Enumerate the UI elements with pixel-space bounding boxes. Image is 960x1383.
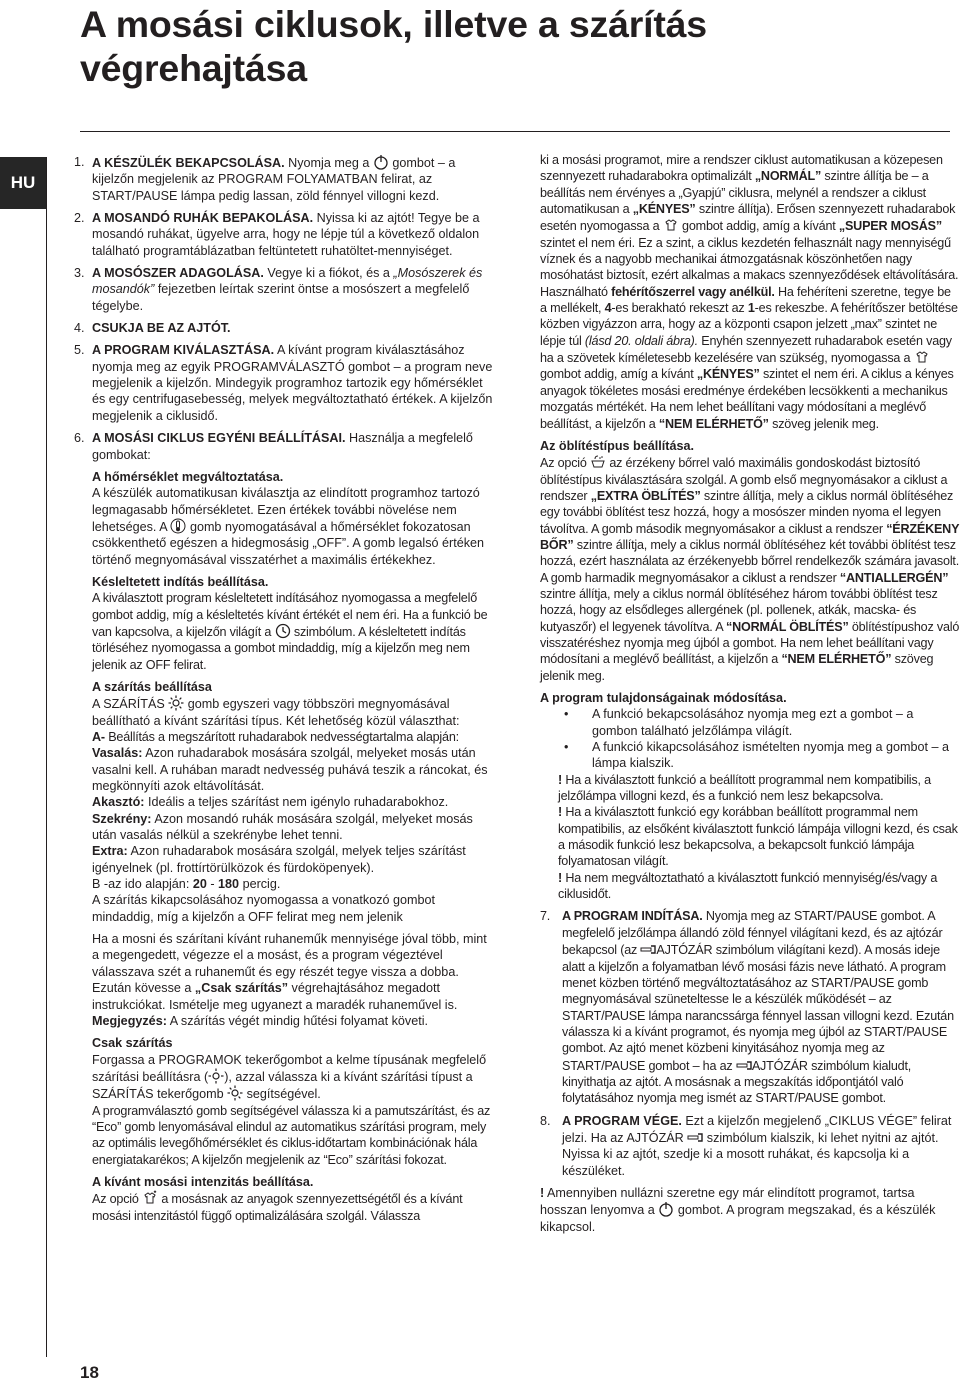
- warning-1: ! Ha a kiválasztott funkció a beállított programmal nem kompatibilis, a jelzőlámpa villogni kezd, és a funkció nem lesz bekapcsolva.: [558, 772, 931, 804]
- door-lock-icon: [736, 1057, 752, 1073]
- drying-sun-icon: [208, 1068, 224, 1084]
- right-column: [540, 152, 960, 1235]
- thermometer-icon: [170, 518, 186, 534]
- modify-heading: A program tulajdonságainak módosítása.: [540, 691, 787, 705]
- step-2: 2. A MOSANDÓ RUHÁK BEPAKOLÁSA. Nyissa ki az ajtót! Tegye be a mosandó ruhákat, ügyelve arra, hogy ne lépje túl a következő oldalon található programtáblázatban feltüntetett ruhatöltet-mennyiséget.: [74, 211, 480, 258]
- drying-sun-icon: [168, 695, 184, 711]
- dry-only-heading: Csak szárítás: [92, 1036, 173, 1051]
- margin-rule: [46, 157, 47, 1357]
- page-number: 18: [80, 1363, 99, 1382]
- door-lock-icon: [687, 1129, 703, 1145]
- step-1: 1. A KÉSZÜLÉK BEKAPCSOLÁSA. Nyomja meg a gombot – a kijelzőn megjelenik az PROGRAM FOLYAMATBAN felirat, az START/PAUSE lámpa pedig lassan, zöld fénnyel villogni kezd.: [74, 155, 456, 203]
- intensity-shirt-icon: [142, 1190, 158, 1206]
- left-column: [74, 154, 494, 1224]
- step-7: 7. A PROGRAM INDÍTÁSA. Nyomja meg az START/PAUSE gombot. A megfelelő jelzőlámpa állandó zöld fénnyel világítani kezd, és az ajtózár bekapcsol (az AJTÓZÁR szimbólum világítani kezd). A mosás ideje alatt a kijelzőn a folyamatban lévő mosási fázis neve látható. A program menet közben történő megváltoztatásához az START/PAUSE gomb megnyomásával szüneteltesse le a készülék működését – az START/PAUSE lámpa narancssárga fénnyel lassan villogni kezd. Ezután válassza ki a kívánt programot, és nyomja meg újból az START/PAUSE gombot. Az ajtó menet közbeni kinyitásához nyomja meg az START/PAUSE gombot – ha az AJTÓZÁR szimbólum kialudt, kinyithatja az ajtót. A mosásnak a megszakítás időpontjától való folytatásához nyomja meg ismét az START/PAUSE gombot.: [540, 909, 954, 1106]
- delay-heading: Késleltetett indítás beállítása.: [92, 574, 269, 589]
- title-divider: [80, 131, 950, 132]
- drying-ironing: Vasalás: Azon ruhadarabok mosására szolgál, melyeket mosás után vasalni kell. A ruhában maradt nedvesség puhává teszik a ráncokat, és megkönnyíti azok eltávolítását.: [92, 746, 488, 794]
- drying-off: A szárítás kikapcsolásához nyomogassa a vonatkozó gombot mindaddig, míg a kijelzőn a OFF felirat meg nem jelenik: [92, 893, 436, 924]
- door-lock-icon: [640, 941, 656, 957]
- drying-sun-icon: [227, 1085, 243, 1101]
- step-5: 5. A PROGRAM KIVÁLASZTÁSA. A kívánt program kiválasztásához nyomja meg az egyik PROGRAMVÁLASZTÓ gombot – a program neve megjelenik a kijelzőn. Mindegyik programhoz tartozik egy hőmérséklet és egy centrifugasebesség, melyek megváltoztatható értékek. A kijelzőn megjelenik a ciklusidő.: [74, 343, 493, 423]
- intensity-shirt-icon: [663, 217, 679, 233]
- drying-note: Megjegyzés: A szárítás végét mindig hűtési folyamat követi.: [92, 1013, 428, 1028]
- power-icon: [373, 154, 389, 170]
- page-title: A mosási ciklusok, illetve a szárítás végrehajtása: [80, 3, 707, 89]
- delay-text: A kiválasztott program késleltetett indításához nyomogassa a megfelelő gombot addig, míg a késleltetés kívánt értékét el nem éri. Ha a funkció be van kapcsolva, a kijelzőn világít a szimbólum. A késleltetett indítás törléséhez nyomogassa a gombot mindaddig, míg a kijelzőn meg nem jelenik az OFF felirat.: [92, 591, 488, 672]
- warning-icon: !: [558, 772, 562, 787]
- intensity-continued: ki a mosási programot, mire a rendszer ciklust automatikusan a közepesen szennyezett ruhadarabokra optimalizált „NORMÁL” szintre állítja be – a beállítás nem érvényes a „Gyapjú” ciklusra, melynél a rendszer a ciklust automatikusan a „KÉNYES” szintre állítja). Erősen szennyezett ruhadarabok esetén nyomogassa a gombot addig, amíg a kívánt „SUPER MOSÁS” szintet el nem éri. Ez a szint, a ciklus kezdetén felhasznált nagy mennyiségű víznek és a nagyobb mechanikai átmozgatásnak köszönhetően nagy mosóhatást biztosít, ezért alkalmas a makacs szennyeződések eltávolítására. Használható fehérítőszerrel vagy anélkül. Ha fehéríteni szeretne, tegye be a mellékelt, 4-es berakható rekeszt az 1-es rekeszbe. A fehérítőszer betöltése közben vigyázzon arra, hogy az a központi csapon jelzett „max” szintet ne lépje túl (lásd 20. oldali ábra). Enyhén szennyezett ruhadarabok esetén vagy ha a szövetek kíméletesebb kezelésére van szükség, nyomogassa a gombot addig, amíg a kívánt „KÉNYES” szintet el nem éri. A ciklus a kényes anyagok tökéletes mosási eredménye érdekében lecsökkenti a mechanikus mozgatás mértékét. Ha nem lehet beállítani vagy módosítani a meglévő beállítást, a kijelzőn a “NEM ELÉRHETŐ” szöveg jelenik meg.: [540, 153, 959, 431]
- warning-2: ! Ha a kiválasztott funkció egy korábban beállított programmal nem kompatibilis, az elsőként kiválasztott funkció lámpája villogni kezd, és csak a második funkció lesz bekapcsolva, a bekapcsolt funkció lámpája folyamatosan világít.: [558, 805, 958, 869]
- warning-icon: !: [558, 805, 562, 820]
- dry-only-text: Forgassa a PROGRAMOK tekerőgombot a kelme típusának megfelelő szárítási beállításra ( ), azzal válassza ki a kívánt szárítási típust a SZÁRÍTÁS tekerőgomb segítségével.: [92, 1052, 487, 1102]
- warning-3: ! Ha nem megváltoztatható a kiválasztott funkció mennyiség/és/vagy a ciklusidőt.: [558, 870, 938, 902]
- drying-text: A SZÁRÍTÁS gomb egyszeri vagy többszöri megnyomásával beállítható a kívánt szárítási típus. Két lehetőség közül választhat:: [92, 697, 460, 728]
- drying-option-a: A- Beállítás a megszárított ruhadarabok nedvességtartalma alapján:: [92, 730, 459, 744]
- step-4: 4. CSUKJA BE AZ AJTÓT.: [74, 321, 231, 336]
- intensity-shirt-icon: [914, 349, 930, 365]
- temperature-text: A készülék automatikusan kiválasztja az elindított programhoz tartozó legmagasabb hőmérsékletet. Ezen értékek további növelése nem lehetséges. A gomb nyomogatásával a hőmérséklet fokozatosan csökkenthető egészen a hidegmosásig „OFF”. A gomb legalsó értéken történő megnyomásával visszatérhet a maximális értékekhez.: [92, 486, 485, 567]
- warning-icon: !: [540, 1185, 545, 1200]
- intensity-heading: A kívánt mosási intenzitás beállítása.: [92, 1174, 314, 1189]
- step-6-details: [74, 469, 494, 1224]
- warning-icon: !: [558, 870, 562, 885]
- drying-overload: Ha a mosni és szárítani kívánt ruhaneműk mennyisége jóval több, mint a megengedett, végezze el a mosást, és a program végeztével válasszava szét a ruhaneműt és egy részét tegye vissza a dobba. Ezután kövesse a „Csak szárítás” végrehajtásához megadott instrukciókat. Ismételje meg ugyanezt a maradék ruhaneművel is.: [92, 932, 487, 1012]
- rinse-heading: Az öblítéstípus beállítása.: [540, 438, 694, 453]
- drying-cupboard: Szekrény: Azon mosandó ruhák mosására szolgál, melyeket mosás után vasalás nélkül a szekrénybe lehet tenni.: [92, 811, 473, 843]
- temperature-heading: A hőmérséklet megváltoztatása.: [92, 469, 284, 484]
- clock-icon: [275, 623, 291, 639]
- eco-text: A programválasztó gomb segítségével válassza ki a pamutszárítást, és az “Eco” gomb lenyomásával elindul az automatikus szárítási program, mely az optimális levegőhőmérséklet és ciklus-időtartam kombinációnak hála energiatakarékos; A kijelzőn megjelenik az “Eco” szárítási fokozat.: [92, 1103, 491, 1167]
- modify-bullet-1: • A funkció bekapcsolásához nyomja meg ezt a gombot – a gombon található jelzőlámpa világít.: [564, 707, 914, 738]
- drying-option-b: B -az ido alapján: 20 - 180 percig.: [92, 877, 281, 892]
- language-badge: HU: [0, 157, 46, 209]
- rinse-icon: [590, 454, 606, 470]
- step-8: 8. A PROGRAM VÉGE. Ezt a kijelzőn megjelenő „CIKLUS VÉGE” felirat jelzi. Ha az AJTÓZÁR szimbólum kialszik, ki lehet nyitni az ajtót. Nyissa ki az ajtót, szedje ki a mosott ruhákat, és kapcsolja ki a készüléket.: [540, 1113, 952, 1178]
- step-6: 6. A MOSÁSI CIKLUS EGYÉNI BEÁLLÍTÁSAI. Használja a megfelelő gombokat:: [74, 431, 473, 462]
- step-3: 3. A MOSÓSZER ADAGOLÁSA. Vegye ki a fiókot, és a „Mosószerek és mosandók” fejezetben leírtak szerint öntse a mosószert a megfelelő tégelybe.: [74, 266, 483, 313]
- drying-hanger: Akasztó: Ideális a teljes szárítást nem igénylo ruhadarabokhoz.: [92, 795, 449, 810]
- intensity-text: Az opció a mosásnak az anyagok szennyezettségétől és a kívánt mosási intenzitástól függő optimalizálására szolgál. Válassza: [92, 1192, 463, 1223]
- drying-heading: A szárítás beállítása: [92, 679, 212, 694]
- modify-bullet-2: • A funkció kikapcsolásához ismételten nyomja meg a gombot – a lámpa kialszik.: [564, 740, 950, 771]
- power-icon: [658, 1201, 674, 1217]
- drying-extra: Extra: Azon ruhadarabok mosására szolgál, melyek teljes szárítást igényelnek (pl. frottírtörülközok és fürdoköpenyek).: [92, 844, 466, 875]
- rinse-text: Az opció az érzékeny bőrrel való maximális gondoskodást biztosító öblítéstípus kiválasztására szolgál. A gomb első megnyomásakor a ciklust a rendszer „EXTRA ÖBLÍTÉS” szintre állítja, mely a ciklus normál öblítéséhez egy további öblítést tesz hozzá, hogy a mosószer minden nyoma el legyen távolítva. A gomb második megnyomásakor a ciklust a rendszer “ÉRZÉKENY BŐR” szintre állítja, mely a ciklus normál öblítéséhez két további öblítést tesz hozzá, ezért használata az érzékenyebb bőrrel rendelkezők számára javasolt. A gomb harmadik megnyomásakor a ciklust a rendszer “ANTIALLERGÉN” szintre állítja, mely a ciklus normál öblítéséhez három további öblítést tesz hozzá, hogy az elsődleges allergének (pl. pollenek, atkák, macska- és kutyaszőr) el legyenek távolítva. A “NORMÁL ÖBLÍTÉS” öblítéstípushoz való visszatéréshez nyomja meg újból a gombot. Ha nem lehet beállítani vagy módosítani a meglévő beállítást, a kijelzőn a “NEM ELÉRHETŐ” szöveg jelenik meg.: [540, 456, 960, 683]
- reset-note: ! Amennyiben nullázni szeretne egy már elindított programot, tartsa hosszan lenyomva a gombot. A program megszakad, és a készülék kikapcsol.: [540, 1185, 936, 1234]
